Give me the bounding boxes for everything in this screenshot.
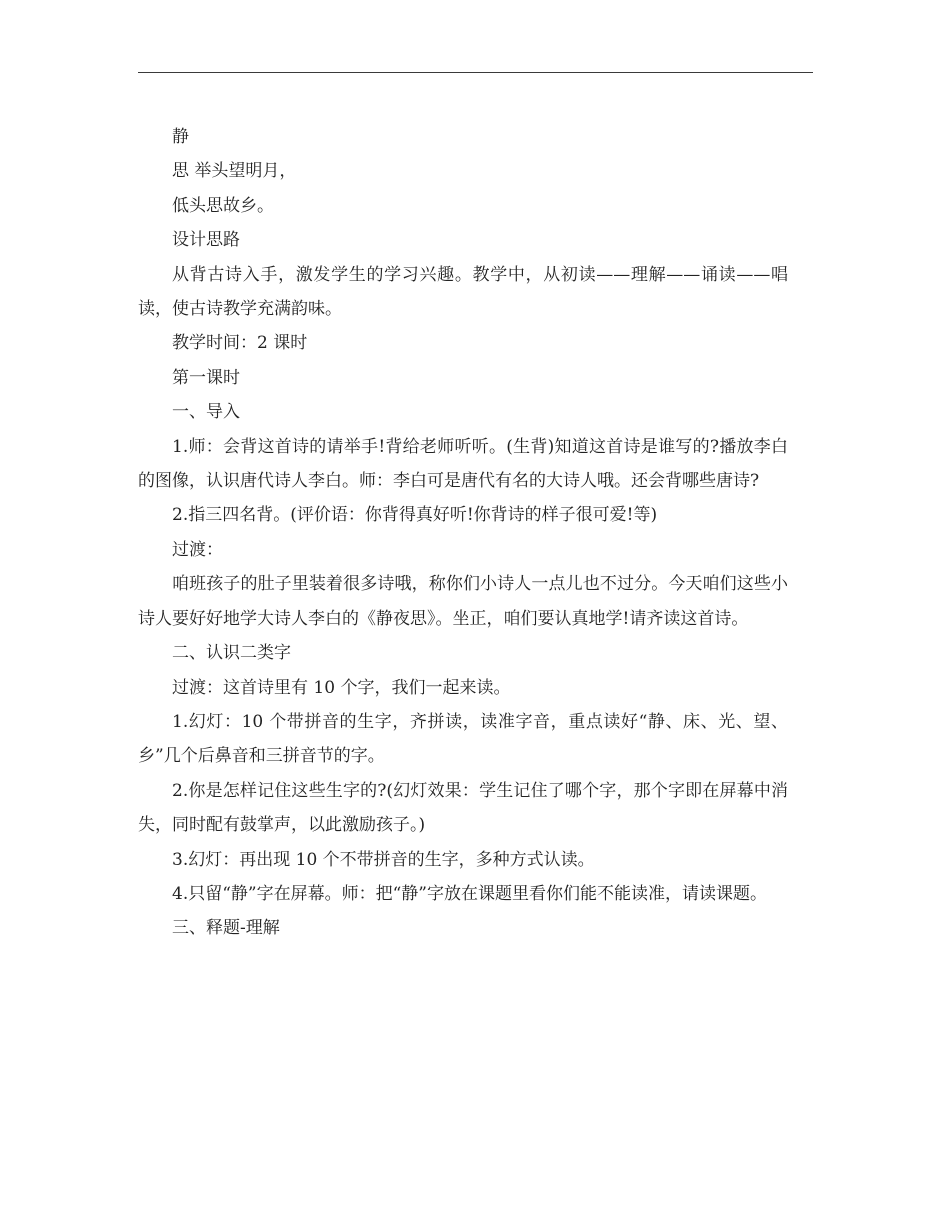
paragraph-transition-read: 过渡：这首诗里有 10 个字，我们一起来读。 xyxy=(172,677,511,698)
header-rule xyxy=(138,72,813,73)
heading-first-lesson: 第一课时 xyxy=(172,367,240,388)
paragraph-teaching-time: 教学时间：2 课时 xyxy=(172,333,308,354)
paragraph-step-2: 2.指三四名背。(评价语：你背得真好听!你背诗的样子很可爱!等) xyxy=(172,505,658,526)
paragraph-transition-text: 咱班孩子的肚子里装着很多诗哦，称你们小诗人一点儿也不过分。今天咱们这些小诗人要好好地学大诗人李白的《静夜思》。坐正，咱们要认真地学!请齐读这首诗。 xyxy=(138,574,788,629)
paragraph-slide-2: 2.你是怎样记住这些生字的?(幻灯效果：学生记住了哪个字，那个字即在屏幕中消失，同时配有鼓掌声，以此激励孩子。) xyxy=(138,780,788,836)
heading-introduction: 一、导入 xyxy=(172,402,240,423)
section-heading-design: 设计思路 xyxy=(172,230,240,251)
poem-line-3: 低头思故乡。 xyxy=(172,195,274,216)
paragraph-slide-3: 3.幻灯：再出现 10 个不带拼音的生字，多种方式认读。 xyxy=(172,849,595,870)
poem-line-2: 思 举头望明月， xyxy=(172,161,297,182)
paragraph-transition-label: 过渡： xyxy=(172,539,223,560)
heading-explain-title: 三、释题-理解 xyxy=(172,918,280,939)
paragraph-slide-4: 4.只留“静”字在屏幕。师：把“静”字放在课题里看你们能不能读准，请读课题。 xyxy=(172,883,767,904)
paragraph-design-idea: 从背古诗入手，激发学生的学习兴趣。教学中，从初读——理解——诵读——唱读，使古诗教学充满韵味。 xyxy=(138,264,788,320)
paragraph-step-1: 1.师：会背这首诗的请举手!背给老师听听。(生背)知道这首诗是谁写的?播放李白的图像，认识唐代诗人李白。师：李白可是唐代有名的大诗人哦。还会背哪些唐诗? xyxy=(138,436,788,492)
paragraph-slide-1: 1.幻灯：10 个带拼音的生字，齐拼读，读准字音，重点读好“静、床、光、望、乡”几个后鼻音和三拼音节的字。 xyxy=(138,711,788,767)
document-body xyxy=(138,120,788,946)
heading-characters: 二、认识二类字 xyxy=(172,643,291,664)
poem-line-1: 静 xyxy=(172,127,189,147)
